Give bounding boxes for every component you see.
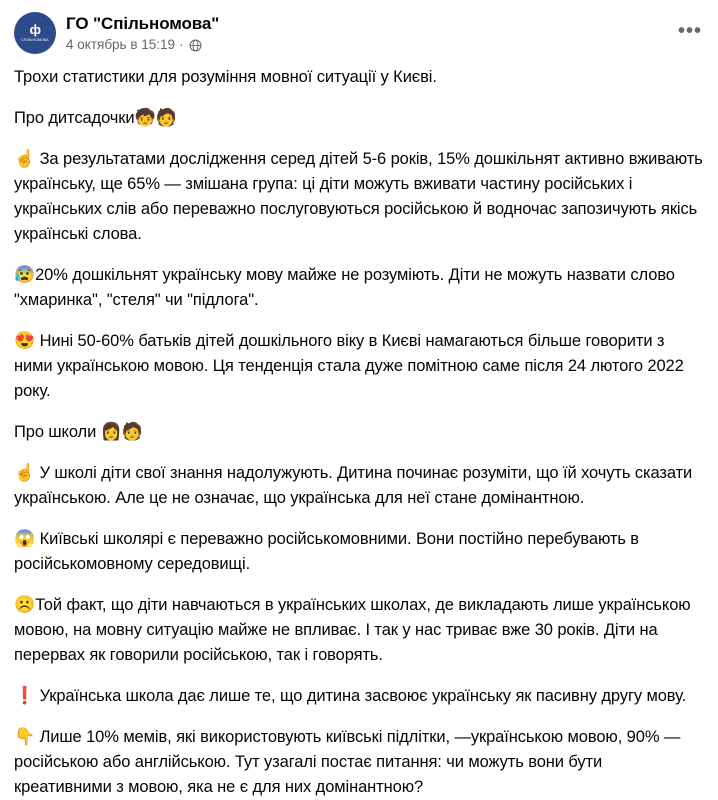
page-name[interactable]: ГО "Спільномова" <box>66 14 220 33</box>
paragraph-text: Про дитсадочки <box>14 109 135 127</box>
paragraph-text: Київські школярі є переважно російськомовними. Вони постійно перебувають в російськомовному середовищі. <box>14 530 639 573</box>
paragraph-emoji: 🧒🧑 <box>134 108 177 127</box>
paragraph-text: Українська школа дає лише те, що дитина засвоює українську як пасивну другу мову. <box>39 687 687 705</box>
post-paragraph <box>14 683 704 709</box>
paragraph-text: Про школи <box>14 423 97 441</box>
paragraph-text: У школі діти свої знання надолужують. Дитина починає розуміти, що їй хочуть сказати українською. Але це не означає, що українська для неї стане домінантною. <box>14 464 693 507</box>
paragraph-text: За результатами дослідження серед дітей 5-6 років, 15% дошкільнят активно вживають українську, ще 65% — змішана група: ці діти можуть вживати частину російських і українських слів або переважно послуговуються російською й водночас запозичують якісь українські слова. <box>14 150 703 243</box>
post-header <box>14 12 704 54</box>
paragraph-emoji: ☝️ <box>14 463 36 482</box>
post-paragraph <box>14 419 704 445</box>
meta-separator: · <box>179 37 184 52</box>
post-paragraph <box>14 146 704 247</box>
paragraph-emoji: 😱 <box>14 529 36 548</box>
paragraph-emoji: 😍 <box>14 331 36 350</box>
post-paragraph <box>14 64 704 90</box>
paragraph-text: Лише 10% мемів, які використовують київські підлітки, —українською мовою, 90% — російською або англійською. Тут узагалі постає питання: чи можуть вони бути креативними з мовою, яка не є для них домінантною? <box>14 728 681 796</box>
paragraph-emoji: ☹️ <box>14 595 36 614</box>
post-timestamp[interactable]: 4 октябрь в 15:19 <box>66 37 176 52</box>
avatar[interactable] <box>14 12 56 54</box>
post-paragraph <box>14 592 704 668</box>
paragraph-text: Той факт, що діти навчаються в українських школах, де викладають лише українською мовою, на мовну ситуацію майже не впливає. І так у нас триває вже 30 років. Діти на перервах як говорили російською, так і говорять. <box>14 596 691 664</box>
avatar-initials: ф <box>29 22 41 37</box>
post-paragraph <box>14 724 704 800</box>
post-paragraph <box>14 105 704 131</box>
avatar-subtext: СПІЛЬНОМОВА <box>21 38 49 42</box>
post-header-text <box>66 12 219 54</box>
post-paragraph <box>14 328 704 404</box>
more-options-icon[interactable]: ••• <box>677 20 702 42</box>
post-paragraph <box>14 262 704 313</box>
paragraph-emoji: 😰 <box>14 265 36 284</box>
post-paragraph <box>14 526 704 577</box>
paragraph-text: 20% дошкільнят українську мову майже не розуміють. Діти не можуть назвати слово "хмаринка", "стеля" чи "підлога". <box>14 266 675 309</box>
paragraph-emoji: 👇 <box>14 727 36 746</box>
globe-icon[interactable] <box>189 39 202 52</box>
paragraph-text: Нині 50-60% батьків дітей дошкільного віку в Києві намагаються більше говорити з ними українською мовою. Ця тенденція стала дуже помітною саме після 24 лютого 2022 року. <box>14 332 684 400</box>
post-paragraph <box>14 460 704 511</box>
paragraph-emoji: ☝️ <box>14 149 36 168</box>
paragraph-emoji: ❗ <box>14 686 36 705</box>
paragraph-emoji: 👩🧑 <box>100 422 143 441</box>
paragraph-text: Трохи статистики для розуміння мовної ситуації у Києві. <box>14 68 437 86</box>
post-meta <box>66 36 219 54</box>
post-body <box>14 64 704 800</box>
